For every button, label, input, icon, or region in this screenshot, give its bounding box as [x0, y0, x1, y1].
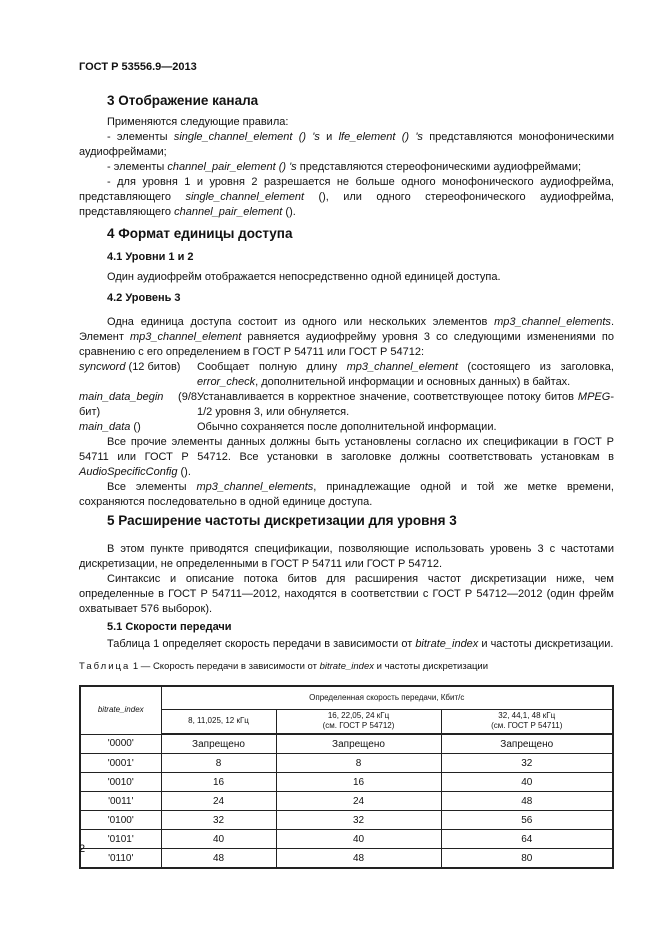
document-header: ГОСТ Р 53556.9—2013: [79, 61, 197, 73]
table-cell: 48: [441, 792, 613, 811]
table-cell: 16: [161, 773, 276, 792]
table-row: [80, 811, 613, 830]
document-page: ГОСТ Р 53556.9—2013 3 Отображение канала Применяются следующие правила: - элементы single_channel_element () 's и lfe_element () 's представляются монофоническими аудиофреймами; - элементы channel_pair_element () 's представляются стереофоническими аудиофреймами; - для уровня 1 и уровня 2 разрешается не больше одного монофонического аудиофрейма, представляющего single_channel_element (), или одного стереофонического аудиофрейма, представляющего channel_pair_element (). 4 Формат единицы доступа 4.1 Уровни 1 и 2 Один аудиофрейм отображается непосредственно одной единицей доступа. 4.2 Уровень 3 Одна единица доступа состоит из одного или нескольких элементов mp3_channel_elements. Элемент mp3_channel_element равняется аудиофрейму уровня 3 со следующими изменениями по сравнению с его определением в ГОСТ Р 54711 или ГОСТ Р 54712: syncword (12 битов) Сообщает полную длину mp3_channel_element (состоящего из заголовка, error_check, дополнительной информации и основных данных) в байтах. main_data_begin (9/8 бит) Устанавливается в корректное значение, соответствующее потоку битов MPEG-1/2 уровня 3, или обнуляется. main_data () Обычно сохраняется после дополнительной информации. Все прочие элементы данных должны быть установлены согласно их спецификации в ГОСТ Р 54711 или ГОСТ Р 54712. Все установки в заголовке должны соответствовать установкам в AudioSpecificConfig (). Все элементы mp3_channel_elements, принадлежащие одной и той же метке времени, сохраняются последовательно в одной единице доступа. 5 Расширение частоты дискретизации для уровня 3 В этом пункте приводятся спецификации, позволяющие использовать уровень 3 с частотами дискретизации, не определенными в ГОСТ Р 54711 или ГОСТ Р 54712. Синтаксис и описание потока битов для расширения частот дискретизации ниже, чем определенные в ГОСТ Р 54711—2012, находятся в соответствии с ГОСТ Р 54712—2012 (один фрейм охватывает 576 выборок). 5.1 Скорости передачи Таблица 1 определяет скорость передачи в зависимости от bitrate_index и частоты дискретизации. Таблица 1 — Скорость передачи в зависимости от bitrate_index и частоты дискретизации bitrate_index Определенная скорость передачи, Кбит/с 8, 11,025, 12 кГц 16, 22,05, 24 кГц (см. ГОСТ Р 54712) 32, 44,1, 48 кГц (см. ГОСТ Р 54711) '0000' Запрещено Запрещено Запрещено '0001' 8 8 32 '0010' 16 16 40 '0011' 24 24 48 '0100' 32 32 56 '0101' 40 40 64 '0110' 48 48 80 2: [0, 0, 661, 935]
table-row: [80, 773, 613, 792]
section-5-body: В этом пункте приводятся спецификации, позволяющие использовать уровень 3 с частотами дискретизации, не определенными в ГОСТ Р 54711 или ГОСТ Р 54712. Синтаксис и описание потока битов для расширения частот дискретизации ниже, чем определенные в ГОСТ Р 54711—2012, находятся в соответствии с ГОСТ Р 54712—2012 (один фрейм охватывает 576 выборок).: [79, 543, 614, 615]
section-5-heading: 5 Расширение частоты дискретизации для уровня 3: [107, 513, 457, 528]
subsection-4-2-heading: 4.2 Уровень 3: [107, 292, 181, 304]
table-cell: '0110': [80, 849, 161, 869]
table-row: [80, 734, 613, 754]
definition-main-data-begin: main_data_begin (9/8 бит) Устанавливается в корректное значение, соответствующее потоку битов MPEG-1/2 уровня 3, или обнуляется.: [79, 391, 614, 418]
table-cell: 56: [441, 811, 613, 830]
table-cell: 8: [161, 754, 276, 773]
table-cell: 40: [161, 830, 276, 849]
section-3-heading: 3 Отображение канала: [107, 93, 259, 108]
table-cell: Запрещено: [276, 734, 441, 754]
table-cell: 32: [276, 811, 441, 830]
table-cell: '0010': [80, 773, 161, 792]
table-cell: 80: [441, 849, 613, 869]
table-cell: 64: [441, 830, 613, 849]
table-cell: 40: [441, 773, 613, 792]
table-cell: 40: [276, 830, 441, 849]
definition-syncword: syncword (12 битов) Сообщает полную длину mp3_channel_element (состоящего из заголовка, error_check, дополнительной информации и основных данных) в байтах.: [79, 361, 614, 388]
page-number: 2: [79, 843, 86, 855]
table-cell: 24: [161, 792, 276, 811]
table-cell: 24: [276, 792, 441, 811]
table-cell: 16: [276, 773, 441, 792]
section-4-2-body: Одна единица доступа состоит из одного или нескольких элементов mp3_channel_elements. Элемент mp3_channel_element равняется аудиофрейму уровня 3 со следующими изменениями по сравнению с его определением в ГОСТ Р 54711 или ГОСТ Р 54712: syncword (12 битов) Сообщает полную длину mp3_channel_element (состоящего из заголовка, error_check, дополнительной информации и основных данных) в байтах. main_data_begin (9/8 бит) Устанавливается в корректное значение, соответствующее потоку битов MPEG-1/2 уровня 3, или обнуляется. main_data () Обычно сохраняется после дополнительной информации. Все прочие элементы данных должны быть установлены согласно их спецификации в ГОСТ Р 54711 или ГОСТ Р 54712. Все установки в заголовке должны соответствовать установкам в AudioSpecificConfig (). Все элементы mp3_channel_elements, принадлежащие одной и той же метке времени, сохраняются последовательно в одной единице доступа.: [79, 316, 614, 508]
table-cell: 48: [161, 849, 276, 869]
table-cell: '0001': [80, 754, 161, 773]
table-cell: 48: [276, 849, 441, 869]
table-cell: 8: [276, 754, 441, 773]
table-cell: 32: [441, 754, 613, 773]
section-3-body: Применяются следующие правила: - элементы single_channel_element () 's и lfe_element () 's представляются монофоническими аудиофреймами; - элементы channel_pair_element () 's представляются стереофоническими аудиофреймами; - для уровня 1 и уровня 2 разрешается не больше одного монофонического аудиофрейма, представляющего single_channel_element (), или одного стереофонического аудиофрейма, представляющего channel_pair_element ().: [79, 116, 614, 218]
table-cell: '0101': [80, 830, 161, 849]
table-cell: '0011': [80, 792, 161, 811]
section-4-heading: 4 Формат единицы доступа: [107, 226, 293, 241]
table-row: [80, 754, 613, 773]
table-caption: Таблица 1 — Скорость передачи в зависимости от bitrate_index и частоты дискретизации: [79, 661, 489, 672]
table-cell: 32: [161, 811, 276, 830]
table-cell: Запрещено: [161, 734, 276, 754]
subsection-5-1-heading: 5.1 Скорости передачи: [107, 621, 232, 633]
table-cell: Запрещено: [441, 734, 613, 754]
table-cell: '0100': [80, 811, 161, 830]
definition-main-data: main_data () Обычно сохраняется после дополнительной информации.: [79, 421, 497, 433]
bitrate-table: bitrate_index Определенная скорость передачи, Кбит/с 8, 11,025, 12 кГц 16, 22,05, 24 кГц (см. ГОСТ Р 54712) 32, 44,1, 48 кГц (см. ГОСТ Р 54711) '0000' Запрещено Запрещено Запрещено '0001' 8 8 32 '0010' 16 16 40 '0011' 24 24 48 '0100' 32 32 56 '0101' 40 40 64 '0110' 48 48 80: [79, 685, 614, 869]
table-cell: '0000': [80, 734, 161, 754]
table-row: [80, 792, 613, 811]
subsection-4-1-heading: 4.1 Уровни 1 и 2: [107, 251, 194, 263]
